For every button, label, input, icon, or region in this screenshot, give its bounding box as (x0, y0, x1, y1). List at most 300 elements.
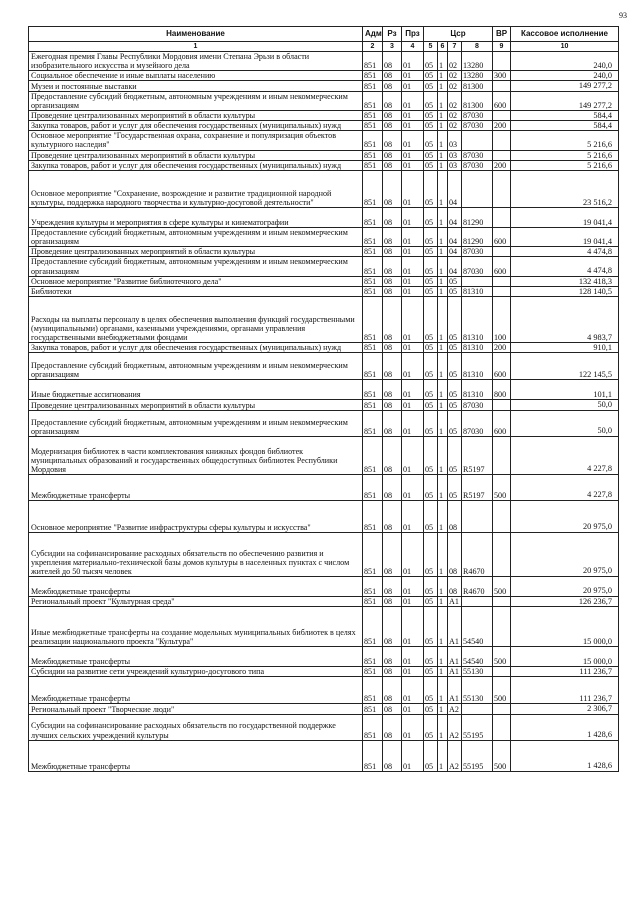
row-name: Закупка товаров, работ и услуг для обеспечения государственных (муниципальных) нужд (29, 160, 363, 170)
row-name: Иные бюджетные ассигнования (29, 380, 363, 400)
table-row (29, 110, 619, 120)
row-amount: 15 000,0 (511, 607, 619, 647)
row-csr-1: 05 (424, 150, 438, 160)
row-csr-2: 1 (438, 150, 448, 160)
row-vr: 500 (493, 647, 511, 667)
row-amount: 4 227,8 (511, 474, 619, 500)
table-row (29, 297, 619, 343)
row-name: Региональный проект "Творческие люди" (29, 704, 363, 714)
row-prz: 01 (402, 131, 424, 150)
row-amount: 20 975,0 (511, 576, 619, 596)
row-csr-3: A1 (448, 596, 462, 606)
row-csr-4: R5197 (462, 436, 493, 474)
row-csr-3: A2 (448, 714, 462, 740)
row-vr (493, 208, 511, 228)
row-prz: 01 (402, 286, 424, 296)
column-number: 7 (448, 42, 462, 52)
table-row (29, 81, 619, 91)
row-prz: 01 (402, 740, 424, 771)
row-amount: 910,1 (511, 343, 619, 353)
row-csr-3: 02 (448, 121, 462, 131)
row-csr-2: 1 (438, 257, 448, 276)
row-adm: 851 (363, 400, 383, 410)
row-rz: 08 (383, 121, 402, 131)
table-row (29, 257, 619, 276)
row-rz: 08 (383, 667, 402, 677)
table-row (29, 500, 619, 532)
row-prz: 01 (402, 576, 424, 596)
row-prz: 01 (402, 474, 424, 500)
row-csr-1: 05 (424, 71, 438, 81)
row-csr-4: 81290 (462, 208, 493, 228)
row-adm: 851 (363, 436, 383, 474)
row-adm: 851 (363, 647, 383, 667)
row-csr-3: 08 (448, 500, 462, 532)
row-rz: 08 (383, 91, 402, 110)
row-csr-1: 05 (424, 667, 438, 677)
row-csr-1: 05 (424, 596, 438, 606)
row-adm: 851 (363, 81, 383, 91)
row-csr-3: 05 (448, 276, 462, 286)
table-row (29, 474, 619, 500)
row-csr-3: 02 (448, 81, 462, 91)
row-amount: 584,4 (511, 121, 619, 131)
table-row (29, 667, 619, 677)
row-rz: 08 (383, 131, 402, 150)
row-name: Проведение централизованных мероприятий в области культуры (29, 150, 363, 160)
row-rz: 08 (383, 286, 402, 296)
table-row (29, 704, 619, 714)
row-csr-2: 1 (438, 353, 448, 380)
row-adm: 851 (363, 714, 383, 740)
table-row (29, 353, 619, 380)
row-prz: 01 (402, 400, 424, 410)
table-row (29, 91, 619, 110)
row-prz: 01 (402, 91, 424, 110)
row-csr-4 (462, 276, 493, 286)
row-rz: 08 (383, 500, 402, 532)
row-csr-1: 05 (424, 400, 438, 410)
row-name: Субсидии на софинансирование расходных обязательств по государственной поддержке лучших сельских учреждений культуры (29, 714, 363, 740)
row-prz: 01 (402, 647, 424, 667)
row-prz: 01 (402, 607, 424, 647)
row-rz: 08 (383, 576, 402, 596)
row-adm: 851 (363, 576, 383, 596)
row-prz: 01 (402, 208, 424, 228)
row-adm: 851 (363, 607, 383, 647)
row-name: Учреждения культуры и мероприятия в сфере культуры и кинематографии (29, 208, 363, 228)
row-rz: 08 (383, 714, 402, 740)
row-csr-4: R4670 (462, 576, 493, 596)
column-number: 9 (493, 42, 511, 52)
row-vr: 600 (493, 410, 511, 436)
row-csr-4: 55195 (462, 740, 493, 771)
row-amount: 240,0 (511, 52, 619, 71)
row-csr-3: 05 (448, 436, 462, 474)
row-name: Межбюджетные трансферты (29, 647, 363, 667)
row-csr-2: 1 (438, 667, 448, 677)
row-csr-3: 03 (448, 160, 462, 170)
row-adm: 851 (363, 208, 383, 228)
row-vr (493, 667, 511, 677)
row-csr-2: 1 (438, 380, 448, 400)
row-csr-2: 1 (438, 286, 448, 296)
row-prz: 01 (402, 110, 424, 120)
column-number: 6 (438, 42, 448, 52)
row-name: Социальное обеспечение и иные выплаты населению (29, 71, 363, 81)
row-vr: 200 (493, 343, 511, 353)
row-csr-3: A2 (448, 740, 462, 771)
row-csr-2: 1 (438, 81, 448, 91)
row-prz: 01 (402, 380, 424, 400)
header-amount: Кассовое исполнение (511, 27, 619, 42)
row-prz: 01 (402, 532, 424, 576)
row-csr-4 (462, 131, 493, 150)
table-row (29, 131, 619, 150)
table-row (29, 740, 619, 771)
row-amount: 2 306,7 (511, 704, 619, 714)
row-vr: 600 (493, 353, 511, 380)
row-rz: 08 (383, 353, 402, 380)
row-name: Субсидии на софинансирование расходных обязательств по обеспечению развития и укрепления материально-технической базы домов культуры в населенных пунктах с числом жителей до 50 тысяч человек (29, 532, 363, 576)
table-row (29, 400, 619, 410)
row-adm: 851 (363, 704, 383, 714)
table-row (29, 677, 619, 704)
row-amount: 126 236,7 (511, 596, 619, 606)
row-rz: 08 (383, 607, 402, 647)
row-csr-1: 05 (424, 121, 438, 131)
row-vr (493, 131, 511, 150)
row-csr-2: 1 (438, 297, 448, 343)
row-csr-4: 87030 (462, 150, 493, 160)
row-csr-4: R5197 (462, 474, 493, 500)
row-amount: 1 428,6 (511, 714, 619, 740)
row-prz: 01 (402, 410, 424, 436)
row-amount: 111 236,7 (511, 677, 619, 704)
row-amount: 240,0 (511, 71, 619, 81)
row-adm: 851 (363, 667, 383, 677)
row-vr (493, 532, 511, 576)
row-amount: 4 227,8 (511, 436, 619, 474)
header-csr: Цср (424, 27, 493, 42)
row-csr-3: 02 (448, 91, 462, 110)
row-rz: 08 (383, 81, 402, 91)
row-adm: 851 (363, 740, 383, 771)
row-csr-2: 1 (438, 576, 448, 596)
row-adm: 851 (363, 677, 383, 704)
header-prz: Прз (402, 27, 424, 42)
row-adm: 851 (363, 343, 383, 353)
row-csr-1: 05 (424, 343, 438, 353)
row-csr-2: 1 (438, 410, 448, 436)
row-csr-4: 81300 (462, 91, 493, 110)
row-csr-1: 05 (424, 576, 438, 596)
row-vr (493, 150, 511, 160)
row-csr-1: 05 (424, 436, 438, 474)
row-csr-1: 05 (424, 380, 438, 400)
row-prz: 01 (402, 436, 424, 474)
row-adm: 851 (363, 276, 383, 286)
row-prz: 01 (402, 52, 424, 71)
row-csr-2: 1 (438, 607, 448, 647)
row-name: Проведение централизованных мероприятий в области культуры (29, 247, 363, 257)
row-csr-4: 87030 (462, 121, 493, 131)
row-amount: 149 277,2 (511, 81, 619, 91)
row-adm: 851 (363, 532, 383, 576)
row-adm: 851 (363, 160, 383, 170)
row-amount: 23 516,2 (511, 171, 619, 208)
row-vr: 500 (493, 740, 511, 771)
row-rz: 08 (383, 171, 402, 208)
row-csr-4: 13280 (462, 71, 493, 81)
row-amount: 5 216,6 (511, 150, 619, 160)
row-csr-1: 05 (424, 228, 438, 247)
row-name: Проведение централизованных мероприятий в области культуры (29, 400, 363, 410)
row-csr-1: 05 (424, 740, 438, 771)
row-adm: 851 (363, 353, 383, 380)
row-csr-1: 05 (424, 704, 438, 714)
row-vr (493, 596, 511, 606)
row-csr-1: 05 (424, 276, 438, 286)
row-vr: 200 (493, 121, 511, 131)
row-csr-3: 04 (448, 247, 462, 257)
row-csr-3: 05 (448, 343, 462, 353)
row-csr-3: 04 (448, 228, 462, 247)
column-number: 4 (402, 42, 424, 52)
row-name: Предоставление субсидий бюджетным, автономным учреждениям и иным некоммерческим организациям (29, 257, 363, 276)
row-prz: 01 (402, 71, 424, 81)
row-csr-4 (462, 500, 493, 532)
row-csr-4: 81290 (462, 228, 493, 247)
row-name: Иные межбюджетные трансферты на создание модельных муниципальных библиотек в целях реализации национального проекта "Культура" (29, 607, 363, 647)
row-csr-4: 81310 (462, 286, 493, 296)
row-amount: 584,4 (511, 110, 619, 120)
row-csr-4: 81310 (462, 353, 493, 380)
row-adm: 851 (363, 247, 383, 257)
row-vr: 500 (493, 677, 511, 704)
row-csr-4 (462, 704, 493, 714)
row-prz: 01 (402, 247, 424, 257)
row-adm: 851 (363, 71, 383, 81)
row-prz: 01 (402, 297, 424, 343)
row-prz: 01 (402, 276, 424, 286)
row-csr-3: A1 (448, 647, 462, 667)
row-csr-2: 1 (438, 343, 448, 353)
row-csr-2: 1 (438, 171, 448, 208)
table-row (29, 532, 619, 576)
row-prz: 01 (402, 343, 424, 353)
row-vr (493, 500, 511, 532)
row-csr-2: 1 (438, 52, 448, 71)
row-csr-3: 05 (448, 410, 462, 436)
table-row (29, 380, 619, 400)
row-csr-4: 87030 (462, 400, 493, 410)
row-vr (493, 171, 511, 208)
row-prz: 01 (402, 596, 424, 606)
row-prz: 01 (402, 150, 424, 160)
row-name: Основное мероприятие "Развитие инфраструктуры сферы культуры и искусства" (29, 500, 363, 532)
row-vr: 100 (493, 297, 511, 343)
row-csr-4: R4670 (462, 532, 493, 576)
row-rz: 08 (383, 110, 402, 120)
table-row (29, 596, 619, 606)
row-csr-4: 81310 (462, 380, 493, 400)
row-csr-1: 05 (424, 474, 438, 500)
row-csr-1: 05 (424, 677, 438, 704)
row-amount: 101,1 (511, 380, 619, 400)
row-csr-4: 81310 (462, 343, 493, 353)
row-csr-1: 05 (424, 171, 438, 208)
row-csr-4: 87030 (462, 410, 493, 436)
row-name: Музеи и постоянные выставки (29, 81, 363, 91)
row-amount: 149 277,2 (511, 91, 619, 110)
row-prz: 01 (402, 171, 424, 208)
row-vr: 800 (493, 380, 511, 400)
row-csr-1: 05 (424, 410, 438, 436)
budget-table (28, 26, 619, 772)
row-vr (493, 400, 511, 410)
row-csr-1: 05 (424, 647, 438, 667)
row-csr-4: 55130 (462, 677, 493, 704)
row-csr-1: 05 (424, 81, 438, 91)
row-csr-3: 02 (448, 71, 462, 81)
row-amount: 50,0 (511, 410, 619, 436)
row-csr-3: 08 (448, 576, 462, 596)
row-adm: 851 (363, 228, 383, 247)
row-csr-1: 05 (424, 257, 438, 276)
row-csr-4: 81310 (462, 297, 493, 343)
row-rz: 08 (383, 596, 402, 606)
row-rz: 08 (383, 257, 402, 276)
row-csr-2: 1 (438, 500, 448, 532)
row-name: Региональный проект "Культурная среда" (29, 596, 363, 606)
row-csr-4: 87030 (462, 257, 493, 276)
row-csr-4: 13280 (462, 52, 493, 71)
row-csr-2: 1 (438, 208, 448, 228)
row-csr-2: 1 (438, 704, 448, 714)
row-rz: 08 (383, 160, 402, 170)
row-csr-4: 54540 (462, 607, 493, 647)
row-prz: 01 (402, 714, 424, 740)
row-csr-1: 05 (424, 353, 438, 380)
row-rz: 08 (383, 71, 402, 81)
row-vr: 600 (493, 257, 511, 276)
row-csr-3: 08 (448, 532, 462, 576)
column-number: 10 (511, 42, 619, 52)
row-name: Межбюджетные трансферты (29, 677, 363, 704)
row-amount: 19 041,4 (511, 228, 619, 247)
row-name: Субсидии на развитие сети учреждений культурно-досугового типа (29, 667, 363, 677)
row-vr: 500 (493, 576, 511, 596)
row-csr-1: 05 (424, 208, 438, 228)
table-row (29, 714, 619, 740)
row-csr-3: 05 (448, 380, 462, 400)
row-prz: 01 (402, 667, 424, 677)
row-prz: 01 (402, 121, 424, 131)
row-csr-3: A1 (448, 667, 462, 677)
row-csr-2: 1 (438, 228, 448, 247)
row-name: Модернизация библиотек в части комплектования книжных фондов библиотек муниципальных образований и государственных общедоступных библиотек Республики Мордовия (29, 436, 363, 474)
row-adm: 851 (363, 380, 383, 400)
row-vr (493, 52, 511, 71)
column-number: 2 (363, 42, 383, 52)
row-name: Межбюджетные трансферты (29, 474, 363, 500)
row-csr-1: 05 (424, 714, 438, 740)
table-row (29, 247, 619, 257)
row-vr: 600 (493, 91, 511, 110)
row-amount: 132 418,3 (511, 276, 619, 286)
table-row (29, 52, 619, 71)
row-amount: 50,0 (511, 400, 619, 410)
row-csr-2: 1 (438, 740, 448, 771)
row-adm: 851 (363, 410, 383, 436)
row-vr (493, 704, 511, 714)
row-name: Предоставление субсидий бюджетным, автономным учреждениям и иным некоммерческим организациям (29, 353, 363, 380)
row-csr-2: 1 (438, 436, 448, 474)
row-rz: 08 (383, 436, 402, 474)
row-csr-2: 1 (438, 532, 448, 576)
row-csr-1: 05 (424, 52, 438, 71)
row-csr-2: 1 (438, 91, 448, 110)
row-name: Межбюджетные трансферты (29, 740, 363, 771)
row-vr (493, 81, 511, 91)
row-csr-3: 03 (448, 131, 462, 150)
row-amount: 20 975,0 (511, 500, 619, 532)
header-row (29, 27, 619, 42)
row-csr-3: 02 (448, 52, 462, 71)
row-prz: 01 (402, 81, 424, 91)
row-adm: 851 (363, 257, 383, 276)
row-prz: 01 (402, 704, 424, 714)
page-number: 93 (619, 11, 627, 20)
row-name: Межбюджетные трансферты (29, 576, 363, 596)
row-rz: 08 (383, 474, 402, 500)
row-rz: 08 (383, 677, 402, 704)
row-adm: 851 (363, 121, 383, 131)
row-csr-3: 05 (448, 286, 462, 296)
row-name: Основное мероприятие "Развитие библиотечного дела" (29, 276, 363, 286)
row-prz: 01 (402, 228, 424, 247)
row-adm: 851 (363, 596, 383, 606)
table-row (29, 343, 619, 353)
row-csr-1: 05 (424, 607, 438, 647)
row-rz: 08 (383, 52, 402, 71)
table-row (29, 171, 619, 208)
column-number: 8 (462, 42, 493, 52)
row-amount: 111 236,7 (511, 667, 619, 677)
row-name: Предоставление субсидий бюджетным, автономным учреждениям и иным некоммерческим организациям (29, 228, 363, 247)
row-csr-3: 05 (448, 400, 462, 410)
row-adm: 851 (363, 150, 383, 160)
row-name: Закупка товаров, работ и услуг для обеспечения государственных (муниципальных) нужд (29, 121, 363, 131)
row-prz: 01 (402, 353, 424, 380)
row-name: Проведение централизованных мероприятий в области культуры (29, 110, 363, 120)
row-csr-2: 1 (438, 247, 448, 257)
row-csr-3: A1 (448, 677, 462, 704)
row-csr-2: 1 (438, 276, 448, 286)
table-row (29, 276, 619, 286)
table-row (29, 576, 619, 596)
row-csr-2: 1 (438, 121, 448, 131)
row-rz: 08 (383, 228, 402, 247)
row-vr (493, 436, 511, 474)
table-row (29, 436, 619, 474)
row-vr (493, 607, 511, 647)
row-vr (493, 110, 511, 120)
row-csr-4: 55195 (462, 714, 493, 740)
row-amount: 128 140,5 (511, 286, 619, 296)
row-vr: 300 (493, 71, 511, 81)
